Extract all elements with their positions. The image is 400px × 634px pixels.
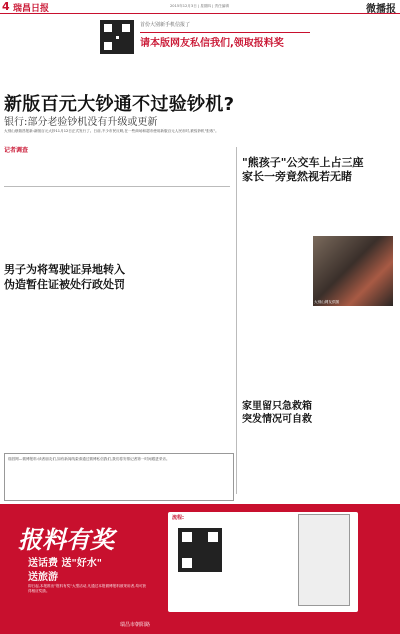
banner-main-line: 请本版网友私信我们,领取报料奖	[140, 38, 284, 49]
lead-headline: 新版百元大钞通不过验钞机?	[4, 94, 235, 115]
lead-paragraph: 大别山@瑞昌报新:新版百元大钞11月12日正式发行了。日前,不少市民反映,在一些商场和超市使用新版百元人民币时,被验钞机"拒收"。	[4, 129, 219, 133]
photo-caption: 大别山网友供图	[314, 300, 340, 304]
notice-text: 瑞昌网—微博报料:读者朋友们,如有新闻线索请通过微博私信我们,我们将安排记者第一时间跟进采访。	[8, 457, 170, 461]
story2-headline: 男子为将驾驶证异地转入 伪造暂住证被处行政处罚	[4, 263, 125, 291]
ad-line-2: 送旅游	[28, 572, 58, 583]
qr-code-icon	[178, 528, 222, 572]
ad-description: 即日起,本报推出"报料有奖"大型活动,凡通过本报微博报料被采用者,均可获得相应奖励。	[28, 584, 147, 594]
story4-headline: 家里留只急救箱 突发情况可自救	[242, 401, 312, 425]
qr-code-icon	[100, 20, 134, 54]
ad-line-1: 送话费 送"好水"	[28, 558, 102, 569]
section-title: 微播报	[366, 4, 396, 15]
date-line: 2015年12月3日 | 星期四 | 责任编辑	[170, 4, 229, 8]
lead-subheadline: 银行:部分老验钞机没有升级或更新	[4, 117, 158, 128]
story3-headline: "熊孩子"公交车上占三座 家长一旁竟然视若无睹	[242, 156, 364, 183]
notice-box	[4, 453, 234, 501]
newspaper-logo: 瑞昌日报	[13, 4, 50, 14]
ad-title: 报料有奖	[18, 526, 114, 554]
column-divider	[236, 147, 237, 494]
story3-photo	[313, 236, 393, 306]
banner-divider	[140, 32, 310, 33]
ad-flow-label: 流程:	[172, 515, 184, 521]
phone-screenshot	[298, 514, 350, 606]
divider	[4, 186, 230, 187]
lead-tag: 记者调查	[4, 147, 29, 154]
page-number: 4	[2, 0, 10, 13]
banner-top-line: 首份大别新手机信报了	[140, 22, 191, 28]
ad-footer: 瑞昌市朝阳路	[120, 622, 151, 628]
